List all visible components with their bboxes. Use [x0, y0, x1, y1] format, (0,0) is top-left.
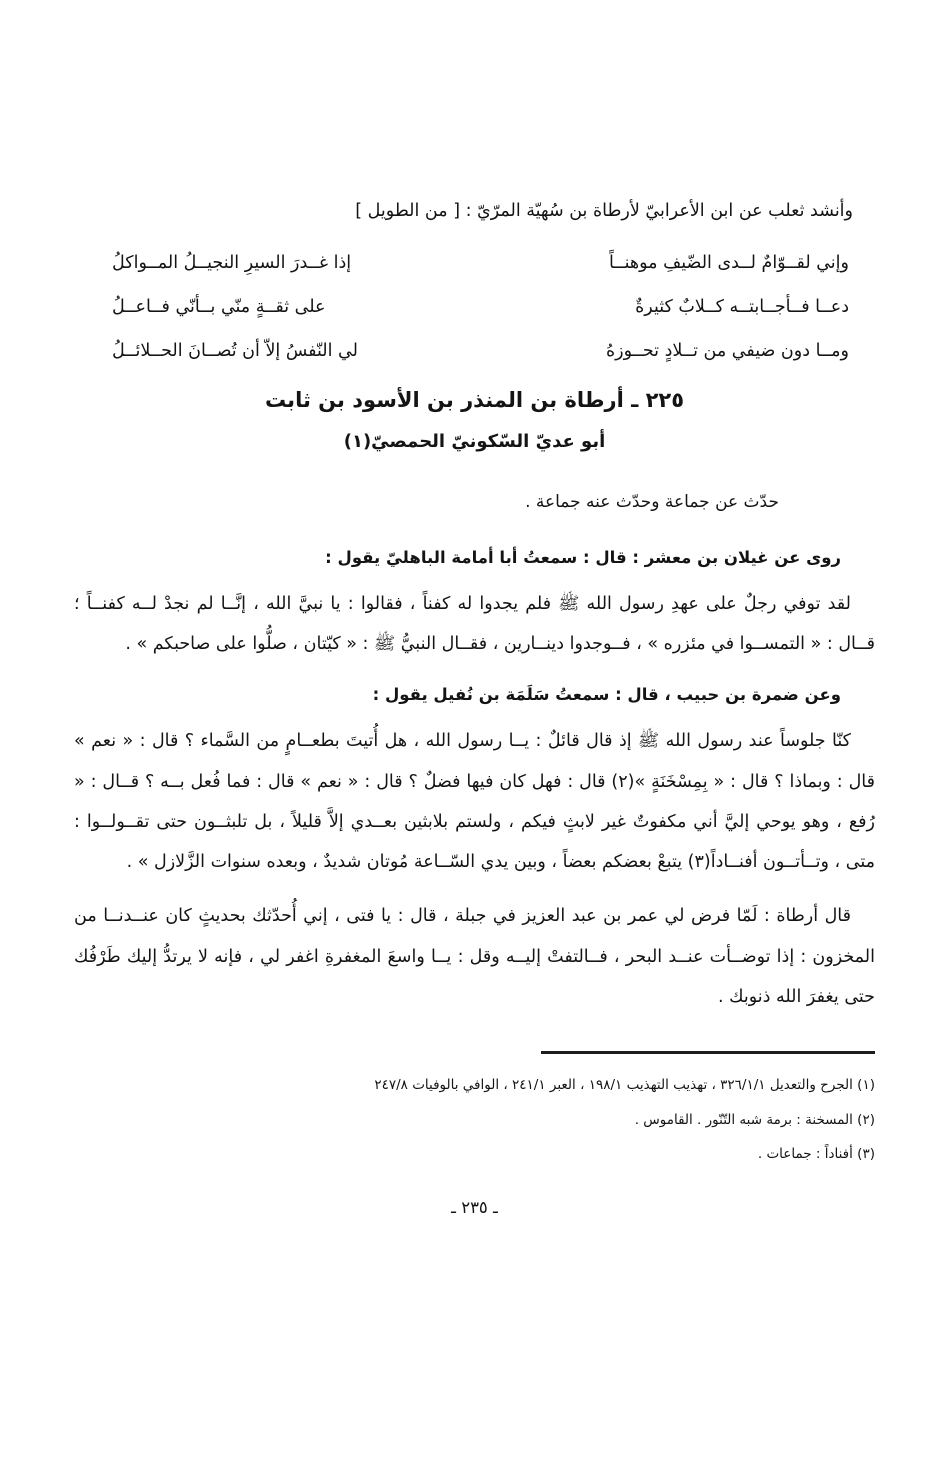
- verse-row: [112, 293, 849, 321]
- hemistich-right: وإني لقــوّامٌ لــدى الضّيفِ موهنــاً: [609, 252, 849, 273]
- verse-row: [112, 249, 849, 277]
- hemistich-right: ومــا دون ضيفي من تــلادٍ تحــوزهُ: [605, 340, 849, 361]
- hemistich-left: إذا غــدرَ السيرِ النجيــلُ المــواكلُ: [112, 252, 352, 273]
- summary-line: حدّث عن جماعة وحدّث عنه جماعة .: [525, 491, 779, 512]
- footnote: (٣) أفناداً : جماعات .: [757, 1146, 875, 1163]
- page-number: ـ ٢٣٥ ـ: [451, 1197, 498, 1217]
- hemistich-left: على ثقــةٍ منّي بــأنّي فــاعــلُ: [112, 296, 326, 317]
- isnad-line-2: وعن ضمرة بن حبيب ، قال : سمعتُ سَلَمَة بن نُفيل يقول :: [372, 685, 841, 705]
- hemistich-right: دعــا فــأجــابتــه كــلابٌ كثيرةٌ: [635, 296, 849, 317]
- footnote-separator: [541, 1051, 875, 1054]
- footnote: (٢) المسخنة : برمة شبه التّنّور . القاموس .: [634, 1111, 875, 1128]
- entry-subheading: أبو عديّ السّكونيّ الحمصيّ(١): [343, 431, 606, 453]
- hadith-paragraph-1: لقد توفي رجلٌ على عهدِ رسول الله ﷺ فلم يجدوا له كفناً ، فقالوا : يا نبيَّ الله ، إنَّــا لم نجدْ لــه كفنــاً ؛ قــال : « التمســوا في مئزره » ، فــوجدوا دينــارين ، فقــال النبيُّ ﷺ : « كيّتان ، صلُّوا على صاحبكم » .: [74, 593, 875, 655]
- hadith-paragraph-2: كنّا جلوساً عند رسول الله ﷺ إذ قال قائلٌ : يــا رسول الله ، هل أُتيتَ بطعــامٍ من السَّماء ؟ قال : « نعم » قال : وبماذا ؟ قال : « بِمِسْخَنَةٍ »(٢) قال : فهل كان فيها فضلٌ ؟ قال : « نعم » قال : فما فُعل بــه ؟ قــال : « رُفع ، وهو يوحي إليَّ أني مكفوتٌ غير لابثٍ فيكم ، ولستم بلابثين بعــدي إلاَّ قليلاً ، بل تلبثــون حتى تقــولــوا : متى ، وتــأتــون أفنــاداً(٣) يتبعْ بعضكم بعضاً ، وبين يدي السّــاعة مُوتان شديدٌ ، وبعده سنوات الزَّلازل » .: [74, 731, 875, 873]
- hemistich-left: لي النّفسُ إلاّ أن تُصــانَ الحــلائــلُ: [112, 340, 358, 361]
- anecdote-paragraph: قال أرطاة : لَمّا فرض لي عمر بن عبد العزيز في جبلة ، قال : يا فتى ، إني أُحدّثك بحديثٍ كان عنــدنــا من المخزون : إذا توضــأت عنــد البحر ، فــالتفتْ إليــه وقل : يــا واسعَ المغفرةِ اغفر لي ، فإنه لا يرتدُّ إليك طَرْفُك حتى يغفرَ الله ذنوبك .: [74, 906, 875, 1007]
- isnad-line-1: روى عن غيلان بن معشر : قال : سمعتُ أبا أمامة الباهليّ يقول :: [325, 547, 841, 567]
- verse-row: [112, 337, 849, 365]
- poem: [74, 249, 875, 365]
- intro-line: وأنشد ثعلب عن ابن الأعرابيّ لأرطاة بن سُهيّة المرّيّ : [ من الطويل ]: [355, 201, 853, 221]
- entry-heading: ٢٢٥ ـ أرطاة بن المنذر بن الأسود بن ثابت: [264, 387, 685, 412]
- footnote-list: [74, 1068, 875, 1171]
- footnote: (١) الجرح والتعديل ٣٢٦/١/١ ، تهذيب التهذيب ١٩٨/١ ، العبر ٢٤١/١ ، الوافي بالوفيات ٢٤٧/٨: [374, 1077, 875, 1094]
